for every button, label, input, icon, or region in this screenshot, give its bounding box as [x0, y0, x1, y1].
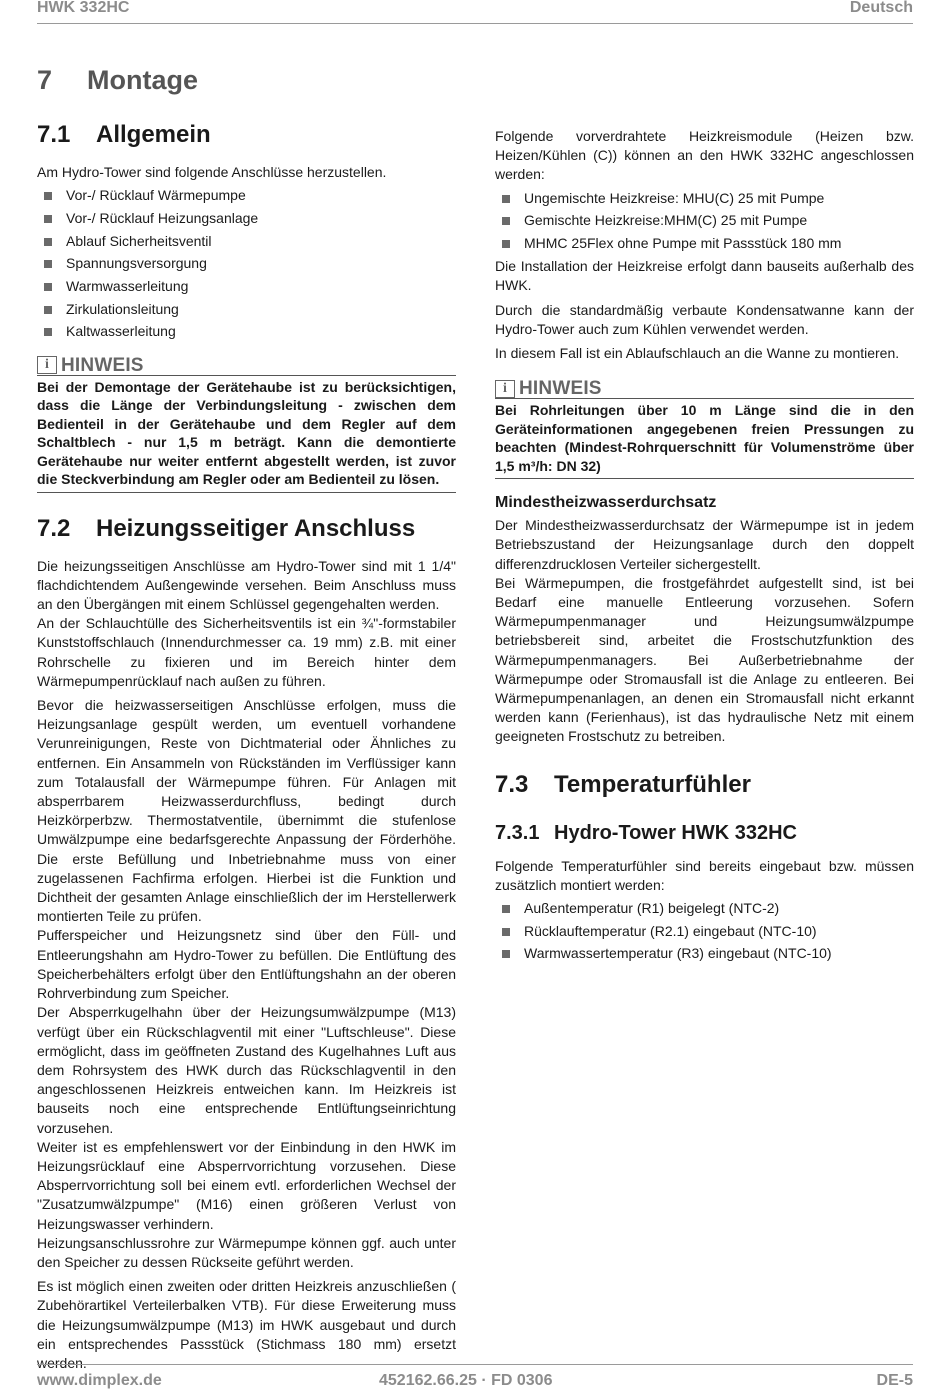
bullet-square-icon	[502, 928, 510, 936]
list-item: MHMC 25Flex ohne Pumpe mit Passstück 180 mm	[495, 234, 914, 253]
section-7-3-title: Temperaturfühler	[554, 770, 751, 798]
section-7-3-1-heading	[495, 821, 914, 845]
s72-paragraph: Bevor die heizwasserseitigen Anschlüsse erfolgen, muss die Heizungsanlage gespült werden, um eventuell vorhandene Verunreinigungen, Reste von Dichtmaterial oder Ähnliches zu entfernen. Ein Ansammeln von Rückständen im Verflüssiger kann zum Totalausfall der Wärmepumpe führen. Für Anlagen mit absperrbarem Heizwasserdurchfluss, bedingt durch Heizkörperbzw. Thermostatventile, übernimmt die stufenlose Umwälzpumpe eine bedarfsgerechte Anpassung der Förderhöhe. Die erste Befüllung und Inbetriebnahme muss von einer zugelassenen Fachfirma erfolgen. Hierbei ist die Funktion und Dichtheit der gesamten Anlage einschließlich der im Herstellerwerk montierten Teile zu prüfen.	[37, 697, 456, 925]
note-title: HINWEIS	[61, 354, 144, 376]
section-7-1-title: Allgemein	[96, 121, 211, 148]
bullet-square-icon	[502, 905, 510, 913]
subheading-mindestheizwasserdurchsatz: Mindestheizwasserdurchsatz	[495, 494, 717, 512]
section-7-3-1-number: 7.3.1	[495, 821, 540, 844]
section-7-title: Montage	[87, 65, 198, 95]
s72-paragraph: In diesem Fall ist ein Ablaufschlauch an die Wanne zu montieren.	[495, 345, 900, 362]
section-7-3-number: 7.3	[495, 770, 529, 798]
section-7-3-1-title: Hydro-Tower HWK 332HC	[554, 821, 797, 844]
section-7-2-title: Heizungsseitiger Anschluss	[96, 514, 416, 542]
list-item: Außentemperatur (R1) beigelegt (NTC-2)	[495, 899, 914, 918]
bullet-square-icon	[44, 283, 52, 291]
s72-paragraph: Durch die standardmäßig verbaute Kondensatwanne kann der Hydro-Tower auch zum Kühlen verwendet werden.	[495, 301, 914, 337]
bullet-square-icon	[502, 950, 510, 958]
right-column-content	[495, 64, 914, 974]
section-7-2-heading	[37, 515, 456, 543]
s72-paragraph: Der Absperrkugelhahn über der Heizungsumwälzpumpe (M13) verfügt über ein Rückschlagventil mit einer "Luftschleuse". Diese ermöglicht, dass im geöffneten Zustand des Kugelhahnes Luft aus dem Rohrsystem des HWK durch das Rückschlagventil in den angeschlossenen Heizkreis entweichen kann. Im Heizkreis ist bauseits noch eine entsprechende Entlüftungseinrichtung vorzusehen.	[37, 1004, 456, 1136]
bullet-square-icon	[44, 238, 52, 246]
list-item: Spannungsversorgung	[37, 254, 456, 273]
bullet-square-icon	[44, 260, 52, 268]
bullet-square-icon	[44, 306, 52, 314]
s72-paragraph: Die Installation der Heizkreise erfolgt dann bauseits außerhalb des HWK.	[495, 258, 914, 294]
header-model: HWK 332HC	[37, 0, 130, 16]
note-text: Bei der Demontage der Gerätehaube ist zu berücksichtigen, dass die Länge der Verbindungsleitung - zwischen dem Bedienteil in der Gerätehaube und dem Regler auf dem Schaltblech - nur 1,5 m beträgt. Kann die demontierte Gerätehaube nur weiter entfernt abgestellt werden, ist zuvor die Steckverbindung am Regler oder am Bedienteil zu lösen.	[37, 378, 456, 488]
connections-list	[37, 186, 456, 341]
list-item: Rücklauftemperatur (R2.1) eingebaut (NTC-10)	[495, 922, 914, 941]
bullet-square-icon	[44, 215, 52, 223]
left-column	[37, 64, 456, 1373]
s72-paragraph: Es ist möglich einen zweiten oder dritten Heizkreis anzuschließen ( Zubehörartikel Verteilerbalken VTB). Für diese Erweiterung muss die Heizungsumwälzpumpe (M13) im HWK ausgebaut und durch ein entsprechendes Passstück (Stichmass 180 mm) ersetzt werden.	[37, 1278, 456, 1371]
header-language: Deutsch	[849, 0, 913, 16]
hinweis-note-rohrleitungen	[495, 379, 914, 479]
note-title: HINWEIS	[519, 378, 602, 400]
sub-paragraph: Bei Wärmepumpen, die frostgefährdet aufgestellt sind, ist bei Bedarf eine manuelle Entleerung vorzusehen. Sofern Wärmepumpenmanager und Heizungsumwälzpumpe betriebsbereit sind, arbeitet die Frostschutzfunktion des Wärmepumpenmanagers. Bei Außerbetriebnahme der Wärmepumpe oder Stromausfall ist die Anlage zu entleeren. Bei Wärmepumpenanlagen, an denen ein Stromausfall nicht erkannt werden kann (Ferienhaus), ist das hydraulische Netz mit einem geeigneten Frostschutz zu betreiben.	[495, 574, 914, 745]
note-text: Bei Rohrleitungen über 10 m Länge sind die in den Geräteinformationen angegebenen freien Pressungen zu beachten (Mindest-Rohrquerschnitt für Volumenströme über 1,5 m³/h: DN 32)	[495, 402, 914, 474]
right-column-spacer	[495, 64, 914, 127]
sensor-list	[495, 899, 914, 964]
hinweis-note-demontage	[37, 356, 456, 493]
list-item: Kaltwasserleitung	[37, 322, 456, 341]
s71-intro: Am Hydro-Tower sind folgende Anschlüsse herzustellen.	[37, 164, 387, 180]
s73-intro: Folgende Temperaturfühler sind bereits eingebaut bzw. müssen zusätzlich montiert werden:	[495, 857, 914, 893]
page-footer	[37, 1364, 913, 1389]
list-item: Gemischte Heizkreise:MHM(C) 25 mit Pumpe	[495, 211, 914, 230]
s72-paragraph: Die heizungsseitigen Anschlüsse am Hydro-Tower sind mit 1 1/4" flachdichtendem Außengewinde versehen. Beim Anschluss muss an den Übergängen mit einem Schlüssel gegengehalten werden.	[37, 557, 456, 613]
s72-paragraph: Folgende vorverdrahtete Heizkreismodule (Heizen bzw. Heizen/Kühlen (C)) können an den HWK 332HC angeschlossen werden:	[495, 128, 914, 183]
section-7-3-heading	[495, 771, 914, 799]
page-header	[37, 0, 913, 24]
section-7-1-number: 7.1	[37, 121, 71, 148]
footer-page-number: DE-5	[876, 1372, 913, 1389]
note-header	[37, 356, 456, 376]
list-item: Vor-/ Rücklauf Heizungsanlage	[37, 209, 456, 228]
note-header	[495, 379, 914, 399]
list-item: Vor-/ Rücklauf Wärmepumpe	[37, 186, 456, 205]
bullet-square-icon	[44, 328, 52, 336]
section-7-1-heading	[37, 121, 456, 149]
section-7-2-number: 7.2	[37, 514, 71, 542]
list-item: Warmwassertemperatur (R3) eingebaut (NTC-10)	[495, 944, 914, 963]
footer-doc-number: 452162.66.25 · FD 0306	[379, 1372, 553, 1389]
s72-paragraph: An der Schlauchtülle des Sicherheitsventils ist ein ¾"-formstabiler Kunststoffschlauch (Innendurchmesser ca. 19 mm) z.B. mit einer Rohrschelle zu fixieren und im Bereich hinter dem Wärmepumpenrücklauf nach außen zu führen.	[37, 615, 456, 689]
bullet-square-icon	[502, 240, 510, 248]
section-7-heading	[37, 66, 456, 94]
s72-paragraph: Weiter ist es empfehlenswert vor der Einbindung in den HWK im Heizungsrücklauf eine Absperrvorrichtung vorzusehen. Diese Absperrvorrichtung soll bei einem evtl. erforderlichen Wechsel der "Zusatzumwälzpumpe" (M16) einen größeren Verlust von Heizungswasser verhindern.	[37, 1138, 456, 1232]
footer-website: www.dimplex.de	[37, 1372, 162, 1389]
bullet-square-icon	[502, 217, 510, 225]
list-item: Ablauf Sicherheitsventil	[37, 232, 456, 251]
sub-paragraph: Der Mindestheizwasserdurchsatz der Wärmepumpe ist in jedem Betriebszustand der Heizungsanlage durch den doppelt differenzdrucklosen Verteiler sichergestellt.	[495, 517, 914, 572]
bullet-square-icon	[502, 195, 510, 203]
s72-paragraph: Heizungsanschlussrohre zur Wärmepumpe können ggf. auch unter den Speicher zu dessen Rückseite geführt werden.	[37, 1234, 456, 1270]
s72-paragraph: Pufferspeicher und Heizungsnetz sind über den Füll- und Entleerungshahn am Hydro-Tower zu befüllen. Die Entlüftung des Speicherbehälters erfolgt über den Entlüftungshahn an der oberen Rohrverbindung zum Speicher.	[37, 927, 456, 1002]
info-icon: i	[37, 356, 57, 374]
modules-list	[495, 189, 914, 254]
list-item: Ungemischte Heizkreise: MHU(C) 25 mit Pumpe	[495, 189, 914, 208]
info-icon: i	[495, 380, 515, 398]
bullet-square-icon	[44, 192, 52, 200]
list-item: Zirkulationsleitung	[37, 300, 456, 319]
list-item: Warmwasserleitung	[37, 277, 456, 296]
section-7-number: 7	[37, 65, 53, 95]
